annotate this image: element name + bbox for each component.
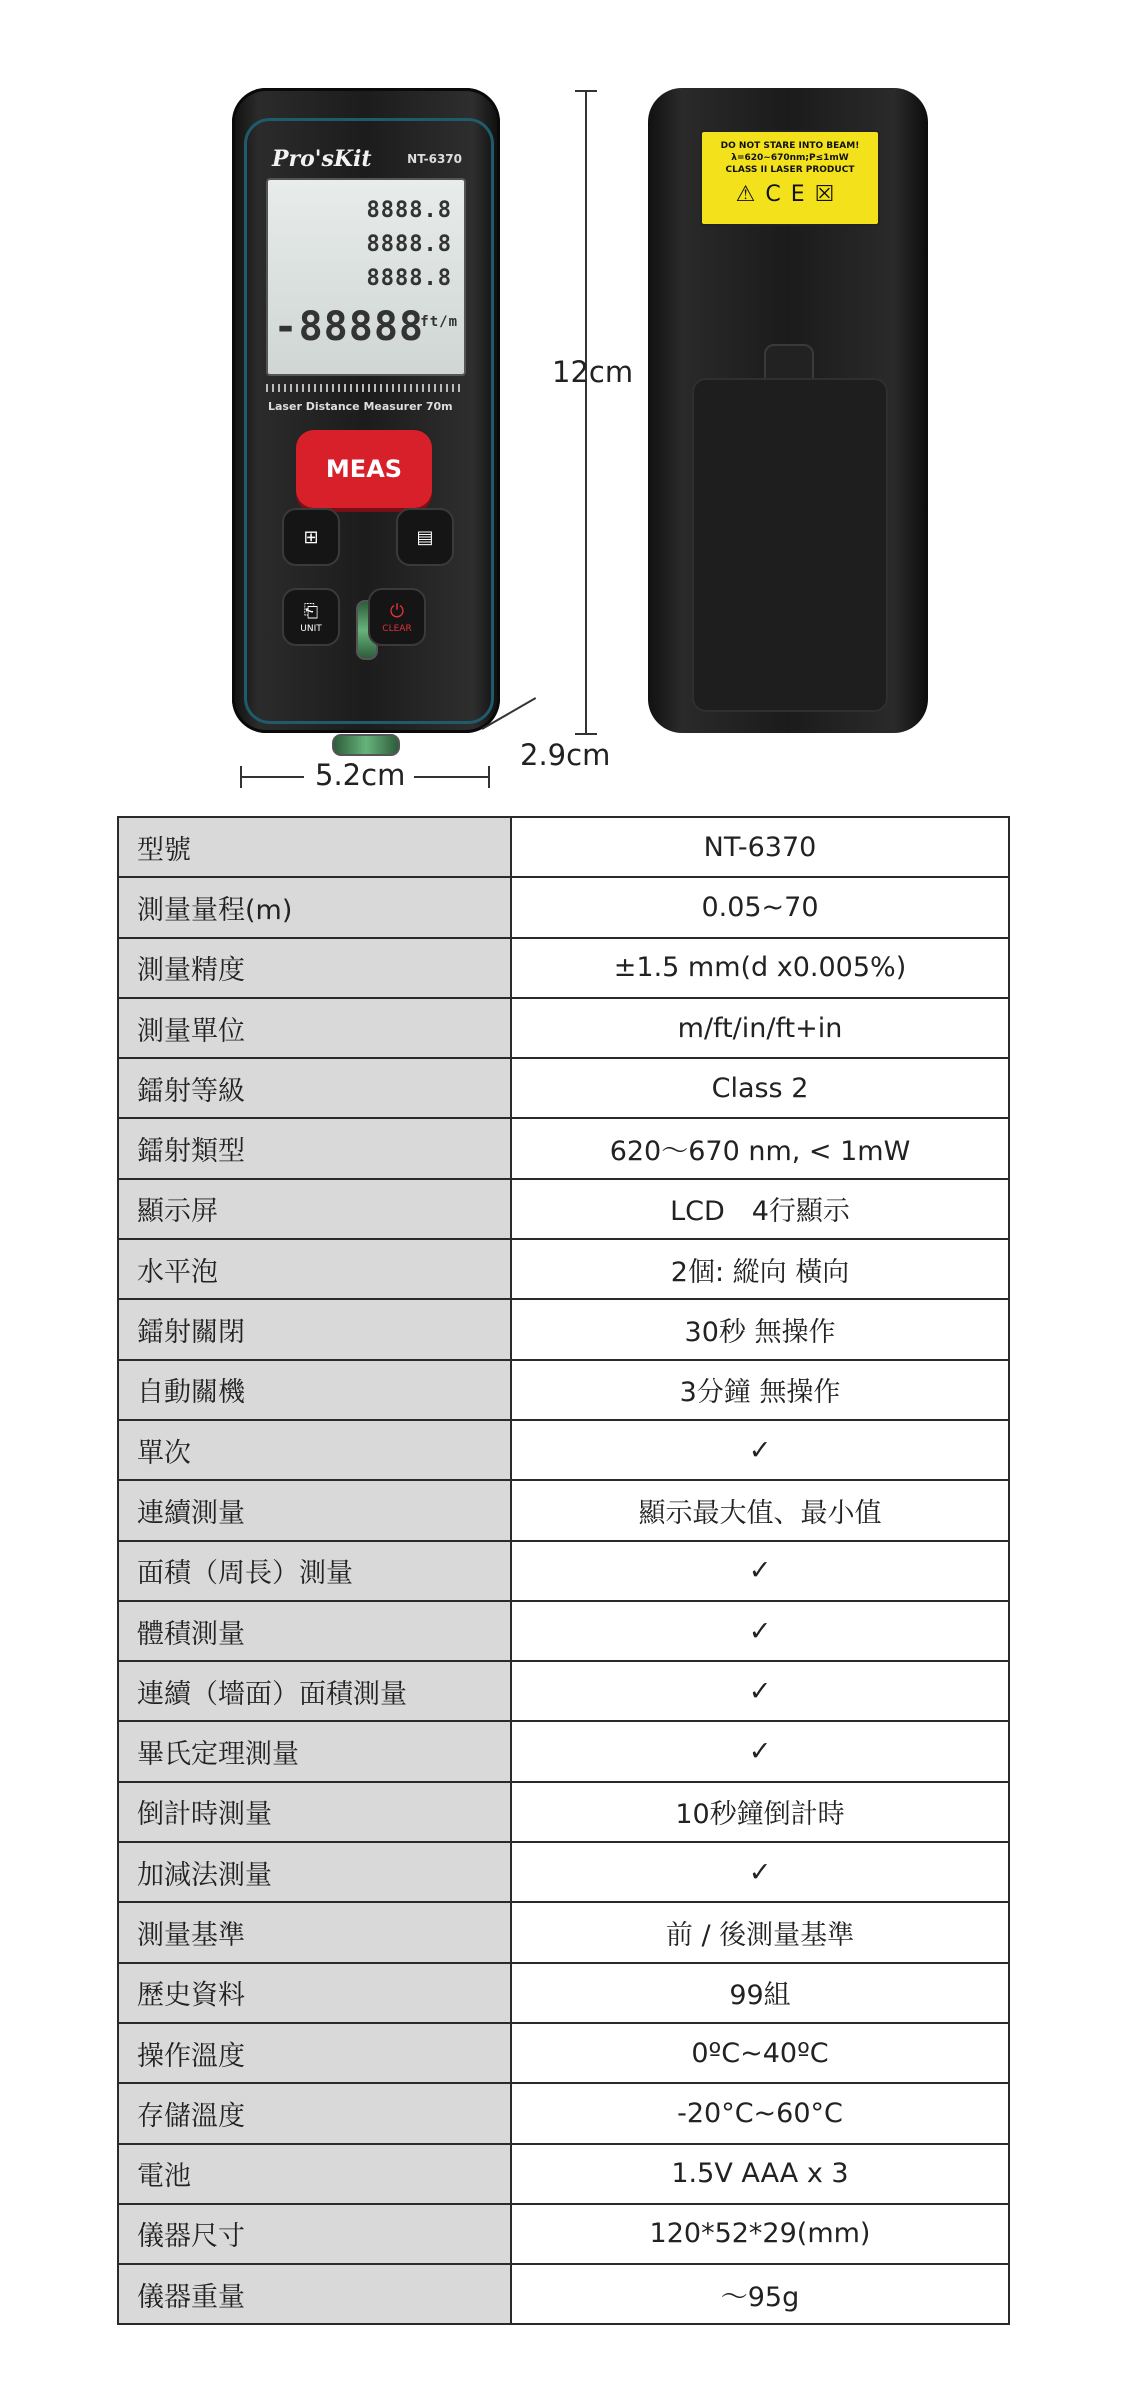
warning-line-3: CLASS II LASER PRODUCT [725,165,855,175]
spec-label: 鐳射等級 [118,1058,511,1118]
spec-value: ✓ [511,1420,1009,1480]
table-row [118,1541,1009,1601]
width-dimension-label: 5.2cm [315,758,406,792]
unit-button[interactable] [282,588,340,646]
table-row [118,1721,1009,1781]
depth-dimension-label: 2.9cm [520,738,611,772]
brand-logo: Pro'sKit [272,146,372,172]
spec-value: ✓ [511,1842,1009,1902]
minus-button[interactable] [396,508,454,566]
spec-value: ～95g [511,2264,1009,2324]
spec-table [117,816,1010,2325]
table-row [118,938,1009,998]
spec-value: ✓ [511,1541,1009,1601]
table-row [118,1963,1009,2023]
device-front-view [232,88,500,733]
table-row [118,2204,1009,2264]
meas-button[interactable]: MEAS [296,430,432,508]
clear-power-button[interactable] [368,588,426,646]
table-row [118,1480,1009,1540]
spec-label: 顯示屏 [118,1179,511,1239]
spec-label: 測量量程(m) [118,877,511,937]
table-row [118,1842,1009,1902]
spec-value: ✓ [511,1601,1009,1661]
lcd-unit: ft/m [420,314,458,330]
power-icon: ⏻ [389,600,405,622]
table-row [118,1601,1009,1661]
plus-button[interactable] [282,508,340,566]
spec-value: NT-6370 [511,817,1009,877]
spec-label: 體積測量 [118,1601,511,1661]
laser-warning-label [700,130,880,226]
table-row [118,2144,1009,2204]
spec-label: 連續（墻面）面積測量 [118,1661,511,1721]
spec-label: 儀器重量 [118,2264,511,2324]
spec-label: 自動關機 [118,1360,511,1420]
width-dimension-line-right [414,776,488,778]
table-row [118,1299,1009,1359]
table-row [118,1661,1009,1721]
spec-value: LCD 4行顯示 [511,1179,1009,1239]
height-dimension-label: 12cm [552,355,634,389]
spec-table-body [118,817,1009,2324]
width-dimension-cap-right [488,766,490,788]
table-row [118,1902,1009,1962]
grid-plus-icon: ⊞ [303,526,319,548]
battery-cover [692,378,888,712]
spec-value: -20°C~60°C [511,2083,1009,2143]
unit-button-label: UNIT [300,623,322,634]
table-row [118,1118,1009,1178]
table-row [118,1420,1009,1480]
table-row [118,2083,1009,2143]
spec-label: 歷史資料 [118,1963,511,2023]
spec-value: 99組 [511,1963,1009,2023]
device-back-view [648,88,928,733]
height-dimension-cap-bottom [575,733,597,735]
warning-line-2: λ=620~670nm;P≤1mW [731,153,849,163]
spec-value: 120*52*29(mm) [511,2204,1009,2264]
spec-label: 加減法測量 [118,1842,511,1902]
certification-icons: ⚠CE☒ [735,182,845,207]
device-model-tag: NT-6370 [407,152,462,166]
spec-label: 畢氏定理測量 [118,1721,511,1781]
product-illustration [0,0,1127,800]
spec-value: ✓ [511,1721,1009,1781]
spec-label: 儀器尺寸 [118,2204,511,2264]
table-row [118,1782,1009,1842]
table-row [118,2264,1009,2324]
spec-value: m/ft/in/ft+in [511,998,1009,1058]
warning-line-1: DO NOT STARE INTO BEAM! [720,141,860,151]
spec-value: 前 / 後測量基準 [511,1902,1009,1962]
clear-button-label: CLEAR [382,623,412,634]
table-row [118,877,1009,937]
spec-value: 0.05~70 [511,877,1009,937]
height-dimension-cap-top [575,90,597,92]
unit-icon: ⎗ [303,600,319,622]
lcd-row-1: 8888.8 [366,198,452,223]
lcd-display [266,178,466,376]
horizontal-level-bubble [332,734,400,756]
spec-label: 測量基準 [118,1902,511,1962]
table-row [118,1179,1009,1239]
spec-label: 測量精度 [118,938,511,998]
spec-label: 連續測量 [118,1480,511,1540]
spec-value: 620～670 nm, < 1mW [511,1118,1009,1178]
spec-value: Class 2 [511,1058,1009,1118]
spec-label: 鐳射關閉 [118,1299,511,1359]
spec-label: 水平泡 [118,1239,511,1299]
table-row [118,817,1009,877]
lcd-main-readout: -88888 [273,304,424,350]
spec-value: 0ºC~40ºC [511,2023,1009,2083]
spec-value: 顯示最大值、最小值 [511,1480,1009,1540]
table-row [118,998,1009,1058]
table-row [118,1058,1009,1118]
lcd-row-2: 8888.8 [366,232,452,257]
spec-label: 鐳射類型 [118,1118,511,1178]
spec-label: 型號 [118,817,511,877]
spec-label: 面積（周長）測量 [118,1541,511,1601]
table-row [118,2023,1009,2083]
spec-value: 1.5V AAA x 3 [511,2144,1009,2204]
spec-value: 10秒鐘倒計時 [511,1782,1009,1842]
table-row [118,1360,1009,1420]
spec-label: 測量單位 [118,998,511,1058]
spec-value: 2個: 縱向 橫向 [511,1239,1009,1299]
device-subtitle: Laser Distance Measurer 70m [268,400,453,413]
spec-value: ✓ [511,1661,1009,1721]
spec-label: 存儲溫度 [118,2083,511,2143]
spec-label: 操作溫度 [118,2023,511,2083]
spec-label: 單次 [118,1420,511,1480]
spec-value: 3分鐘 無操作 [511,1360,1009,1420]
height-dimension-line [585,90,587,735]
lcd-row-3: 8888.8 [366,266,452,291]
lcd-scale-ruler [266,384,462,392]
spec-value: ±1.5 mm(d x0.005%) [511,938,1009,998]
spec-label: 倒計時測量 [118,1782,511,1842]
spec-label: 電池 [118,2144,511,2204]
spec-value: 30秒 無操作 [511,1299,1009,1359]
table-row [118,1239,1009,1299]
list-minus-icon: ▤ [416,526,434,548]
width-dimension-line-left [242,776,304,778]
